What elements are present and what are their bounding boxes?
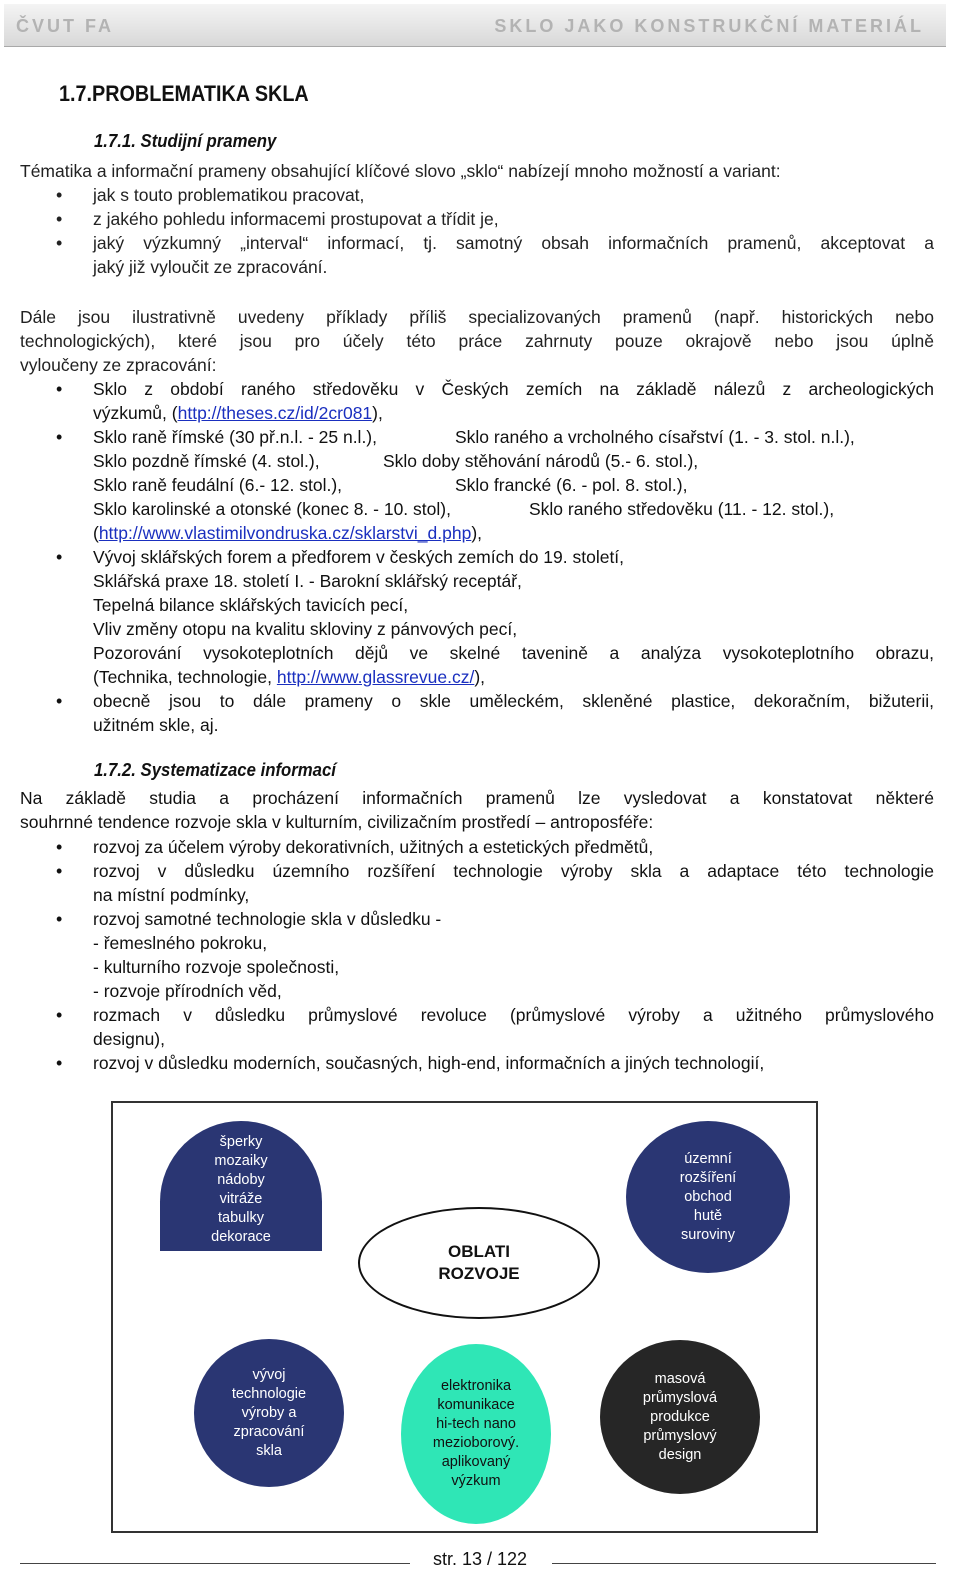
list-item: • Sklo z období raného středověku v Českých zemích na základě nálezů z archeologických výzkumů, (http://theses.cz/id/2cr081), — [56, 379, 934, 423]
circle-hightech: elektronika komunikace hi-tech nano mezioborový. aplikovaný výzkum — [401, 1344, 551, 1524]
center-oval: OBLATI ROZVOJE — [358, 1207, 600, 1319]
list-item: • Vývoj sklářských forem a předforem v českých zemích do 19. století, Sklářská praxe 18. století I. - Barokní sklářský receptář, Tepelná bilance sklářských tavicích pecí, Vliv změny otopu na kvalitu skloviny z pánvových pecí, Pozorování vysokoteplotních dějů ve skelné tavenině a analýza vysokoteplotního obrazu, (Technika, technologie, http://www.glassrevue.cz/), — [56, 547, 934, 687]
list-item: • jak s touto problematikou pracovat, — [56, 185, 365, 205]
header-left: ČVUT FA — [16, 16, 115, 36]
link-vondruska[interactable]: http://www.vlastimilvondruska.cz/sklarstvi_d.php — [98, 523, 472, 543]
circle-expansion: územní rozšíření obchod hutě suroviny — [626, 1121, 790, 1273]
list-sources — [20, 377, 934, 737]
page-number: str. 13 / 122 — [432, 1549, 528, 1569]
list-item: • rozvoj za účelem výroby dekorativních, užitných a estetických předmětů, — [56, 837, 654, 857]
circle-products: šperky mozaiky nádoby vitráže tabulky dekorace — [160, 1121, 322, 1251]
link-theses[interactable]: http://theses.cz/id/2cr081 — [177, 403, 373, 423]
subsection-title-2: 1.7.2. Systematizace informací — [94, 760, 336, 780]
list-approaches — [20, 183, 934, 279]
link-glassrevue[interactable]: http://www.glassrevue.cz/ — [276, 667, 475, 687]
section-title: 1.7.PROBLEMATIKA SKLA — [59, 81, 309, 106]
list-item: • z jakého pohledu informacemi prostupovat a třídit je, — [56, 209, 499, 229]
list-item: • rozvoj samotné technologie skla v důsledku - - řemeslného pokroku, - kulturního rozvoje společnosti, - rozvoje přírodních věd, — [56, 909, 442, 1001]
list-item: • obecně jsou to dále prameny o skle uměleckém, skleněné plastice, dekoračním, bižuterii, užitném skle, aj. — [56, 691, 934, 735]
header-right: SKLO JAKO KONSTRUKČNÍ MATERIÁL — [494, 16, 924, 36]
page-header — [4, 4, 946, 47]
circle-technology: vývoj technologie výroby a zpracování skla — [194, 1339, 344, 1487]
list-item: • rozvoj v důsledku územního rozšíření technologie výroby skla a adaptace této technologie na místní podmínky, — [56, 861, 934, 905]
list-item: • rozmach v důsledku průmyslové revoluce (průmyslové výroby a užitného průmyslového designu), — [56, 1005, 934, 1049]
list-item: • Sklo raně římské (30 př.n.l. - 25 n.l.), Sklo raného a vrcholného císařství (1. - 3. stol. n.l.), Sklo pozdně římské (4. stol.), Sklo doby stěhování národů (5.- 6. stol.), Sklo raně feudální (6.- 12. stol.), Sklo francké (6. - pol. 8. stol.), Sklo karolinské a otonské (konec 8. - 10. stol), Sklo raného středověku (11. - 12. stol.), (http://www.vlastimilvondruska.cz/sklarstvi_d.php), — [56, 427, 855, 543]
circle-industrial: masová průmyslová produkce průmyslový design — [600, 1340, 760, 1494]
list-tendencies — [20, 835, 934, 1075]
paragraph-specialized: Dále jsou ilustrativně uvedeny příklady příliš specializovaných pramenů (např. historických nebo technologických), které jsou pro účely této práce zahrnuty pouze okrajově nebo jsou úplně vyloučeny ze zpracování: — [20, 307, 934, 375]
intro-paragraph: Tématika a informační prameny obsahující klíčové slovo „sklo“ nabízejí mnoho možností a variant: — [20, 161, 781, 181]
list-item: • rozvoj v důsledku moderních, současných, high-end, informačních a jiných technologií, — [56, 1053, 765, 1073]
list-item: • jaký výzkumný „interval“ informací, tj. samotný obsah informačních pramenů, akceptovat a jaký již vyloučit ze zpracování. — [56, 233, 934, 277]
subsection-title-1: 1.7.1. Studijní prameny — [94, 131, 277, 151]
paragraph-tendencies: Na základě studia a procházení informačních pramenů lze vysledovat a konstatovat některé souhrnné tendence rozvoje skla v kulturním, civilizačním prostředí – antroposféře: — [20, 788, 934, 832]
